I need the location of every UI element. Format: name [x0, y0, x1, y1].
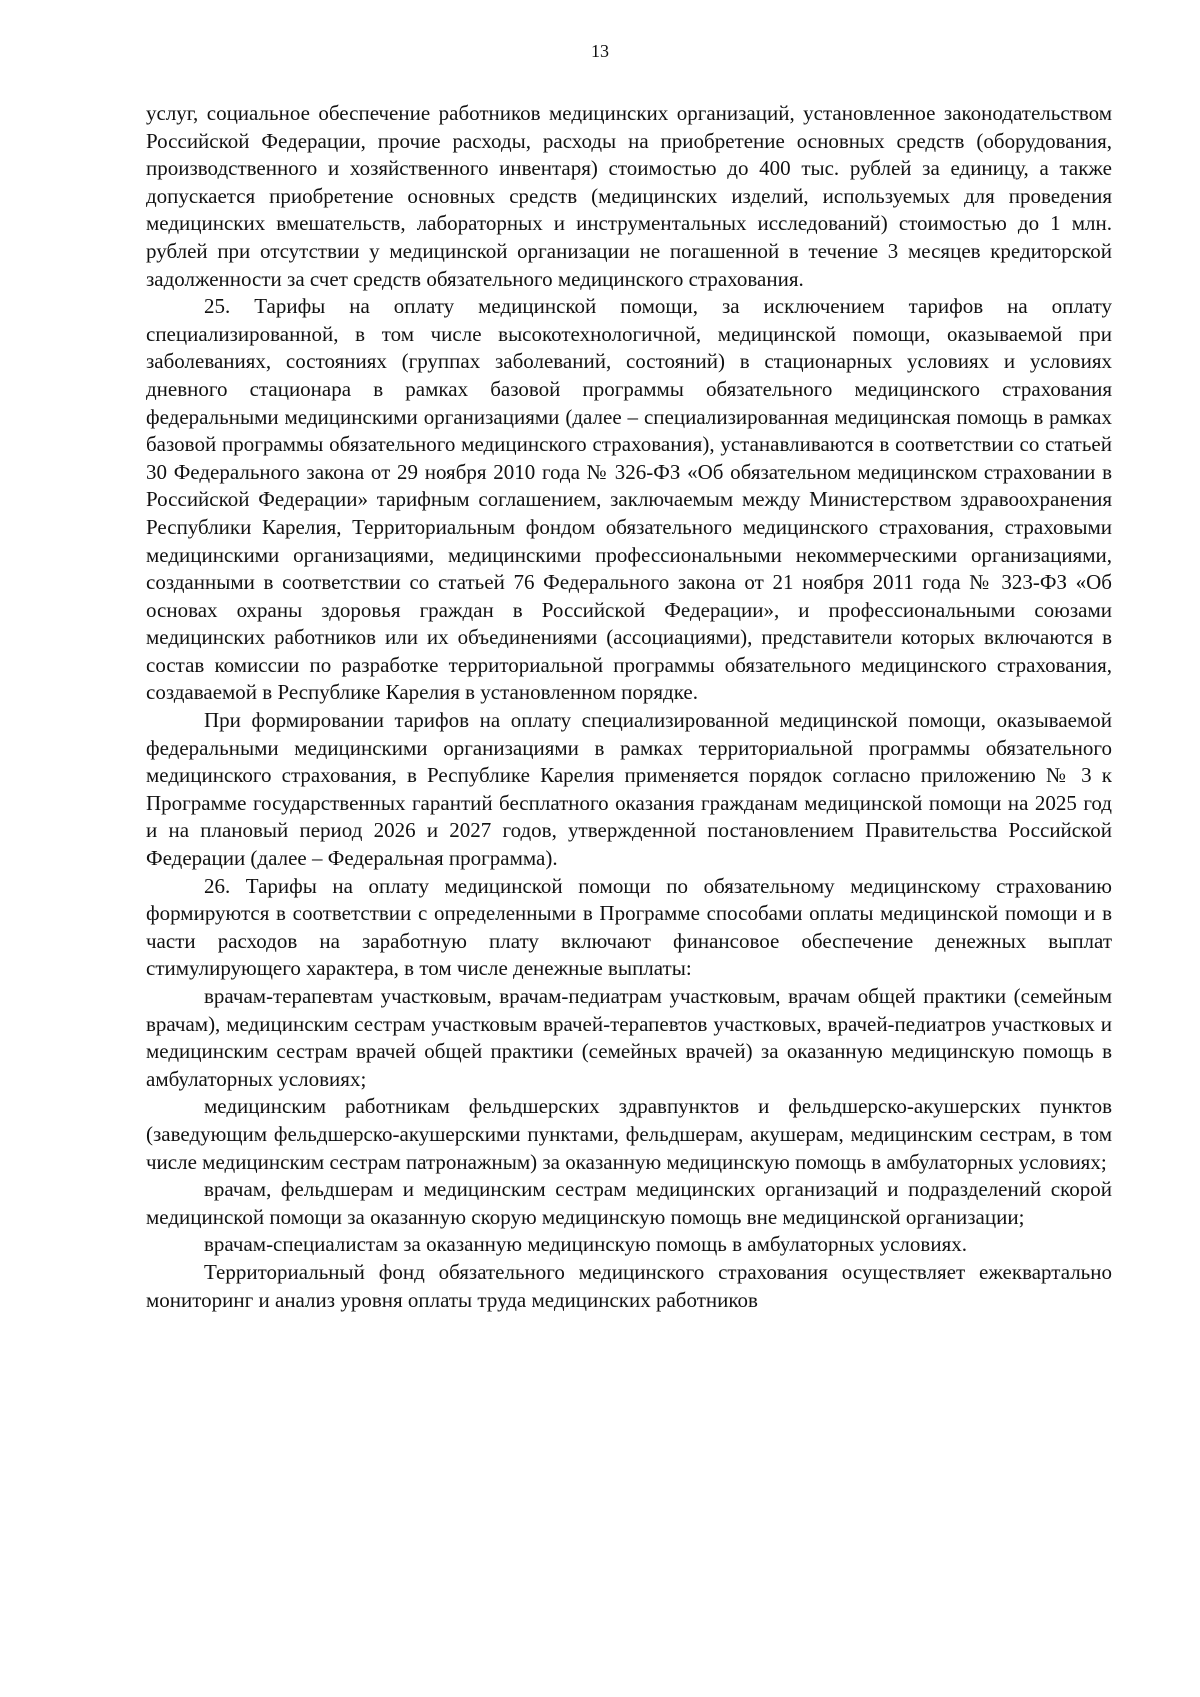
paragraph-item-26-tariffs: 26. Тарифы на оплату медицинской помощи по обязательному медицинскому страхованию формируются в соответствии с определенными в Программе способами оплаты медицинской помощи и в части расходов на заработную плату включают финансовое обеспечение денежных выплат стимулирующего характера, в том числе денежные выплаты:: [146, 873, 1112, 981]
paragraph-item-25-tariffs: 25. Тарифы на оплату медицинской помощи, за исключением тарифов на оплату специализированной, в том числе высокотехнологичной, медицинской помощи, оказываемой при заболеваниях, состояниях (группах заболеваний, состояний) в стационарных условиях и условиях дневного стационара в рамках базовой программы обязательного медицинского страхования федеральными медицинскими организациями (далее – специализированная медицинская помощь в рамках базовой программы обязательного медицинского страхования), устанавливаются в соответствии со статьей 30 Федерального закона от 29 ноября 2010 года № 326-ФЗ «Об обязательном медицинском страховании в Российской Федерации» тарифным соглашением, заключаемым между Министерством здравоохранения Республики Карелия, Территориальным фондом обязательного медицинского страхования, страховыми медицинскими организациями, медицинскими профессиональными некоммерческими организациями, созданными в соответствии со статьей 76 Федерального закона от 21 ноября 2011 года № 323-ФЗ «Об основах охраны здоровья граждан в Российской Федерации», и профессиональными союзами медицинских работников или их объединениями (ассоциациями), представители которых включаются в состав комиссии по разработке территориальной программы обязательного медицинского страхования, создаваемой в Республике Карелия в установленном порядке.: [146, 294, 1112, 705]
paragraph-list-therapists: врачам-терапевтам участковым, врачам-педиатрам участковым, врачам общей практики (семейным врачам), медицинским сестрам участковым врачей-терапевтов участковых, врачей-педиатров участковых и медицинским сестрам врачей общей практики (семейных врачей) за оказанную медицинскую помощь в амбулаторных условиях;: [146, 984, 1112, 1091]
paragraph-territorial-fund-monitoring: Территориальный фонд обязательного медицинского страхования осуществляет ежеквартально мониторинг и анализ уровня оплаты труда медицинских работников: [146, 1259, 1112, 1312]
paragraph-expenses-continuation: услуг, социальное обеспечение работников медицинских организаций, установленное законодательством Российской Федерации, прочие расходы, расходы на приобретение основных средств (оборудования, производственного и хозяйственного инвентаря) стоимостью до 400 тыс. рублей за единицу, а также допускается приобретение основных средств (медицинских изделий, используемых для проведения медицинских вмешательств, лабораторных и инструментальных исследований) стоимостью до 1 млн. рублей при отсутствии у медицинской организации не погашенной в течение 3 месяцев кредиторской задолженности за счет средств обязательного медицинского страхования.: [146, 101, 1112, 291]
paragraph-federal-tariffs: При формировании тарифов на оплату специализированной медицинской помощи, оказываемой федеральными медицинскими организациями в рамках территориальной программы обязательного медицинского страхования, в Республике Карелия применяется порядок согласно приложению № 3 к Программе государственных гарантий бесплатного оказания гражданам медицинской помощи на 2025 год и на плановый период 2026 и 2027 годов, утвержденной постановлением Правительства Российской Федерации (далее – Федеральная программа).: [146, 708, 1112, 871]
paragraph-list-specialists: врачам-специалистам за оказанную медицинскую помощь в амбулаторных условиях.: [204, 1232, 967, 1257]
paragraph-list-feldsher-stations: медицинским работникам фельдшерских здравпунктов и фельдшерско-акушерских пунктов (заведующим фельдшерско-акушерскими пунктами, фельдшерам, акушерам, медицинским сестрам, в том числе медицинским сестрам патронажным) за оказанную медицинскую помощь в амбулаторных условиях;: [146, 1094, 1112, 1174]
page-number: 13: [591, 41, 609, 61]
document-body: [146, 100, 1112, 1314]
paragraph-list-ambulance: врачам, фельдшерам и медицинским сестрам медицинских организаций и подразделений скорой медицинской помощи за оказанную скорую медицинскую помощь вне медицинской организации;: [146, 1177, 1112, 1229]
